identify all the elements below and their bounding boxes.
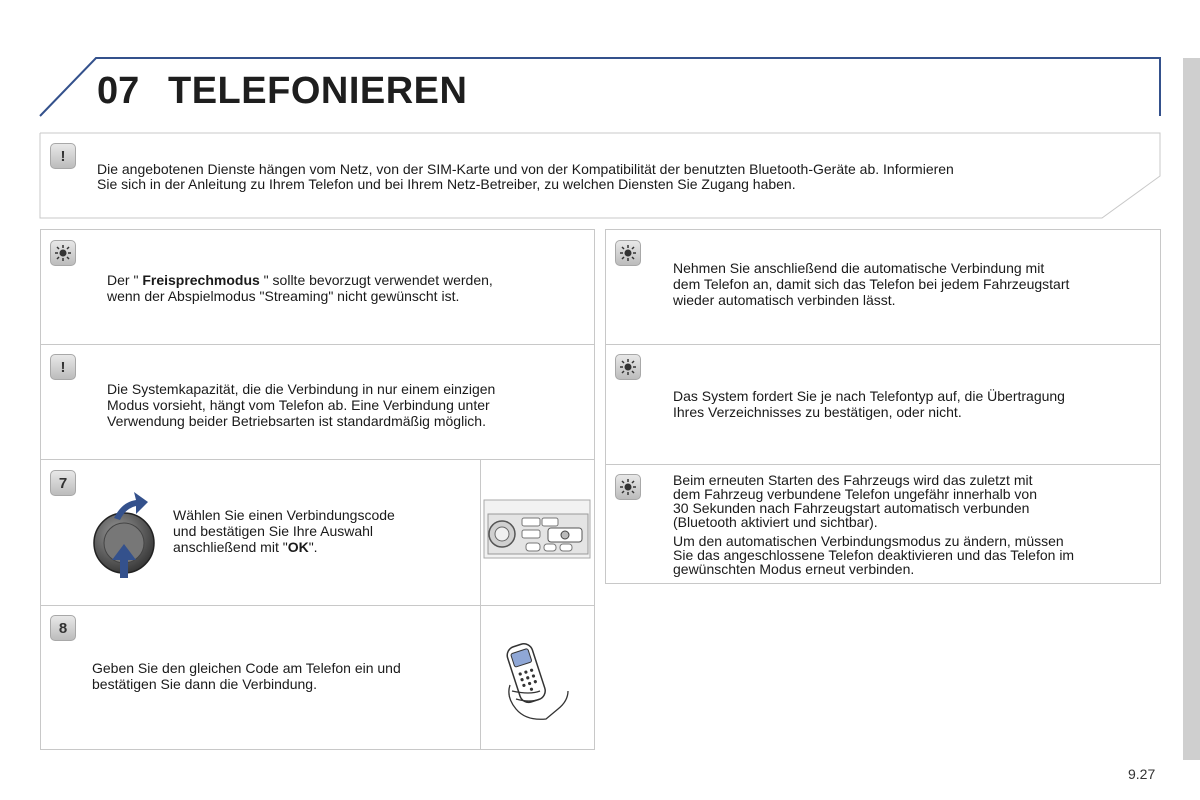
- step-number-badge: 7: [50, 470, 76, 496]
- right-tip1-line3: wieder automatisch verbinden lässt.: [673, 292, 896, 308]
- rotary-knob-icon: [92, 488, 160, 582]
- left-warning-line2: Modus vorsieht, hängt vom Telefon ab. Eine Verbindung unter: [107, 397, 490, 413]
- tip-bulb-icon: [615, 240, 641, 266]
- left-warning-line1: Die Systemkapazität, die die Verbindung in nur einem einzigen: [107, 381, 496, 397]
- chapter-number: 07: [97, 70, 140, 112]
- page-number: 9.27: [1128, 766, 1156, 782]
- right-tip2-line1: Das System fordert Sie je nach Telefontyp auf, die Übertragung: [673, 388, 1065, 404]
- step8-line2: bestätigen Sie dann die Verbindung.: [92, 676, 317, 692]
- left-tip-line2: wenn der Abspielmodus "Streaming" nicht gewünscht ist.: [107, 288, 460, 304]
- tip-bulb-icon: [50, 240, 76, 266]
- left-warning-line3: Verwendung beider Betriebsarten ist standardmäßig möglich.: [107, 413, 486, 429]
- chapter-side-tab: [1183, 58, 1200, 760]
- step7-ok: OK: [287, 539, 309, 555]
- step7-pre: anschließend mit ": [173, 539, 288, 555]
- right-tip3-line6: Sie das angeschlossene Telefon deaktivieren und das Telefon im: [673, 547, 1075, 563]
- step7-line2: und bestätigen Sie Ihre Auswahl: [173, 523, 374, 539]
- right-tip3-line3: 30 Sekunden nach Fahrzeugstart automatisch verbunden: [673, 500, 1030, 516]
- right-tip3-line5: Um den automatischen Verbindungsmodus zu ändern, müssen: [673, 533, 1064, 549]
- phone-in-hand-icon: [500, 635, 574, 725]
- right-tip3-line7: gewünschten Modus erneut verbinden.: [673, 561, 915, 577]
- step8-line1: Geben Sie den gleichen Code am Telefon ein und: [92, 660, 401, 676]
- tip1-pre: Der ": [107, 272, 143, 288]
- page-title: TELEFONIEREN: [168, 70, 468, 112]
- tip-bulb-icon: [615, 354, 641, 380]
- tip1-post: " sollte bevorzugt verwendet werden,: [259, 272, 493, 288]
- right-tip1-line1: Nehmen Sie anschließend die automatische Verbindung mit: [673, 260, 1045, 276]
- right-tip3-line2: dem Fahrzeug verbundene Telefon ungefähr innerhalb von: [673, 486, 1037, 502]
- right-tip3-line1: Beim erneuten Starten des Fahrzeugs wird das zuletzt mit: [673, 472, 1033, 488]
- top-note-line2: Sie sich in der Anleitung zu Ihrem Telefon und bei Ihrem Netz-Betreiber, zu welchen Diensten Sie Zugang haben.: [97, 176, 796, 192]
- warning-icon: !: [50, 354, 76, 380]
- step7-post: ".: [308, 539, 318, 555]
- radio-unit-image: [482, 496, 592, 564]
- step-number-badge: 8: [50, 615, 76, 641]
- right-tip3-line4: (Bluetooth aktiviert und sichtbar).: [673, 514, 878, 530]
- warning-icon: !: [50, 143, 76, 169]
- tip-bulb-icon: [615, 474, 641, 500]
- step7-line3: [173, 540, 318, 555]
- right-tip2-line2: Ihres Verzeichnisses zu bestätigen, oder nicht.: [673, 404, 962, 420]
- step7-divider: [480, 459, 481, 606]
- tip1-bold: Freisprechmodus: [142, 272, 260, 288]
- top-note-line1: Die angebotenen Dienste hängen vom Netz, von der SIM-Karte und von der Kompatibilität der benutzten Bluetooth-Geräte ab. Informieren: [97, 161, 954, 177]
- step8-divider: [480, 605, 481, 750]
- right-tip1-line2: dem Telefon an, damit sich das Telefon bei jedem Fahrzeugstart: [673, 276, 1070, 292]
- step7-line1: Wählen Sie einen Verbindungscode: [173, 507, 395, 523]
- left-tip-line1: [107, 273, 493, 288]
